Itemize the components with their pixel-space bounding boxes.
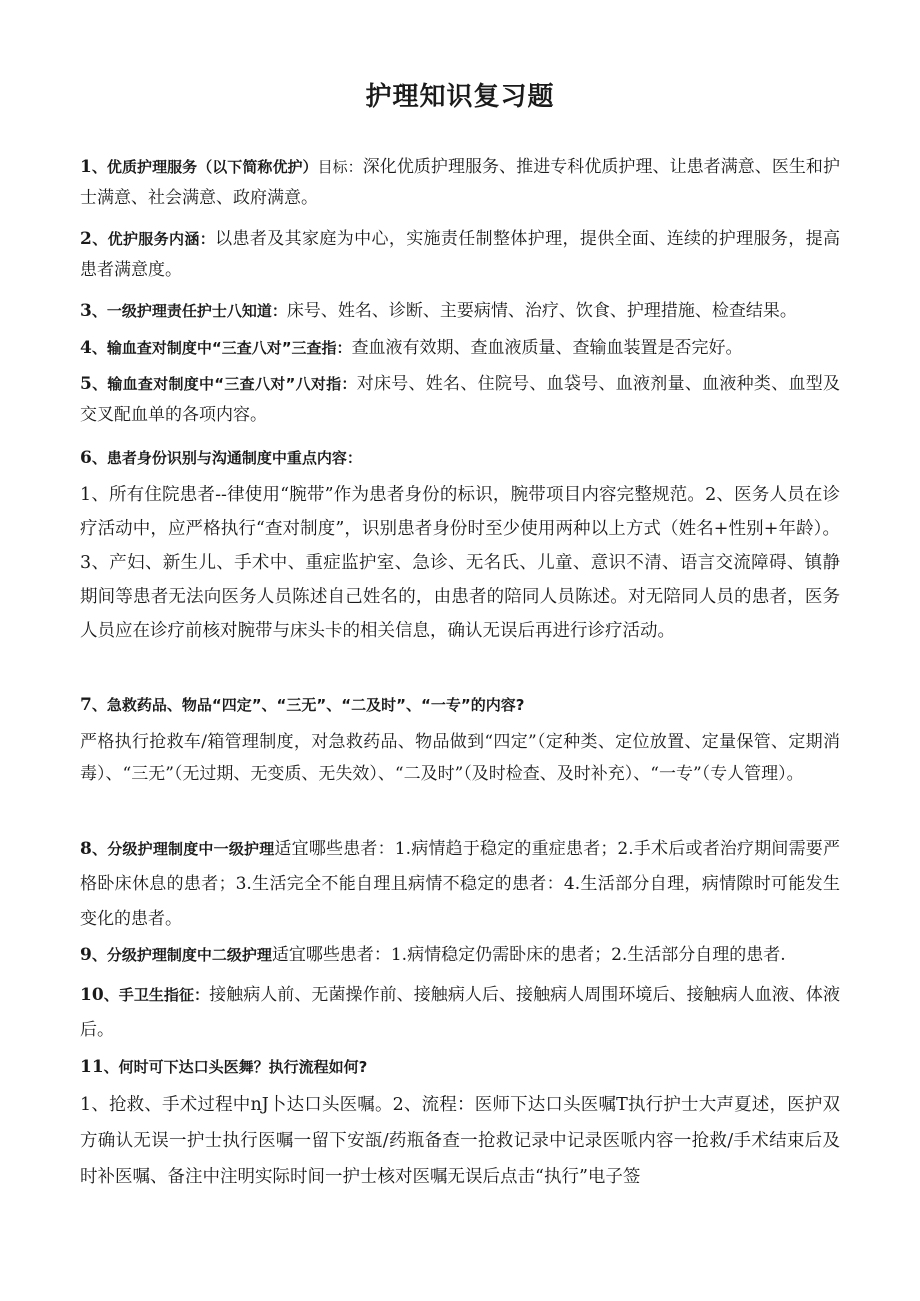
question-label: 、急救药品、物品“四定”、“三无”、“二及时”、“一专”的内容?	[91, 696, 525, 714]
answer-text: 对床号、姓名、住院号、血袋号、血液剂量、血液种类、血型及交叉配血单的各项内容。	[80, 374, 841, 425]
question-8	[80, 832, 840, 937]
question-label: 、输血查对制度中“三查八对”三查指：	[91, 339, 352, 357]
question-number: 5	[80, 374, 92, 394]
question-9	[80, 940, 840, 971]
question-4	[80, 333, 840, 364]
question-2	[80, 224, 840, 286]
question-number: 11	[80, 1057, 104, 1077]
answer-text: 以患者及其家庭为中心，实施责任制整体护理，提供全面、连续的护理服务，提高患者满意度。	[80, 229, 840, 280]
question-3	[80, 296, 840, 327]
answer-text: 接触病人前、无菌操作前、接触病人后、接触病人周围环境后、接触病人血液、体液后。	[80, 985, 840, 1040]
question-label: 、何时可下达口头医舞？执行流程如何?	[103, 1058, 368, 1076]
question-11-heading	[80, 1052, 840, 1083]
question-number: 2	[80, 229, 92, 249]
question-number: 8	[80, 839, 92, 859]
answer-11: 1、抢救、手术过程中nJ卜达口头医嘱。2、流程：医师下达口头医嘱T执行护士大声夏述，医护双方确认无误一护士执行医嘱一留下安瓿/药瓶备查一抢救记录中记录医哌内容一抢救/手术结束后及时补医嘱、备注中注明实际时间一护士核对医嘱无误后点击“执行”电子签	[80, 1095, 840, 1187]
question-label: 、分级护理制度中二级护理	[91, 946, 272, 964]
question-number: 1	[80, 157, 92, 177]
question-1	[80, 152, 840, 214]
question-label: 、手卫生指征：	[103, 986, 210, 1004]
question-number: 3	[80, 301, 92, 321]
question-label: 、分级护理制度中一级护理	[91, 840, 275, 858]
question-5	[80, 369, 840, 431]
question-label: 、输血查对制度中“三查八对”八对指：	[91, 375, 357, 393]
answer-6: 1、所有住院患者--律使用“腕带”作为患者身份的标识，腕带项目内容完整规范。2、医务人员在诊疗活动中，应严格执行“查对制度”，识别患者身份时至少使用两种以上方式（姓名+性别+年龄）。3、产妇、新生儿、手术中、重症监护室、急诊、无名氏、儿童、意识不清、语言交流障碍、镇静期间等患者无法向医务人员陈述自己姓名的，由患者的陪同人员陈述。对无陪同人员的患者，医务人员应在诊疗前核对腕带与床头卡的相关信息，确认无误后再进行诊疗活动。	[80, 485, 840, 641]
question-7-heading	[80, 690, 840, 721]
question-label-suffix: 目标：	[317, 158, 363, 176]
question-number: 4	[80, 338, 92, 358]
answer-text: 适宜哪些患者：1.病情趋于稳定的重症患者；2.手术后或者治疗期间需要严格卧床休息的患者；3.生活完全不能自理且病情不稳定的患者：4.生活部分自理，病情隙时可能发生变化的患者。	[80, 839, 840, 929]
question-label: 、优质护理服务（以下简称优护）	[91, 158, 318, 176]
question-10	[80, 978, 840, 1048]
question-number: 7	[80, 695, 92, 715]
answer-text: 床号、姓名、诊断、主要病情、治疗、饮食、护理措施、检查结果。	[286, 301, 797, 321]
answer-text: 查血液有效期、查血液质量、查输血装置是否完好。	[351, 338, 743, 358]
question-number: 10	[80, 985, 104, 1005]
question-label: 、患者身份识别与沟通制度中重点内容：	[91, 449, 362, 467]
answer-text: 深化优质护理服务、推进专科优质护理、让患者满意、医生和护士满意、社会满意、政府满意。	[80, 157, 840, 208]
question-label: 、优护服务内涵：	[91, 230, 216, 248]
page-title: 护理知识复习题	[365, 82, 555, 112]
answer-text: 适宜哪些患者：1.病情稳定仍需卧床的患者；2.生活部分自理的患者.	[271, 945, 786, 965]
question-6-heading	[80, 443, 840, 474]
question-label: 、一级护理责任护士八知道：	[91, 302, 287, 320]
question-number: 9	[80, 945, 92, 965]
answer-7: 严格执行抢救车/箱管理制度，对急救药品、物品做到“四定”（定种类、定位放置、定量保管、定期消毒）、“三无”（无过期、无变质、无失效）、“二及时”（及时检查、及时补充）、“一专”（专人管理）。	[80, 732, 840, 784]
question-number: 6	[80, 448, 92, 468]
